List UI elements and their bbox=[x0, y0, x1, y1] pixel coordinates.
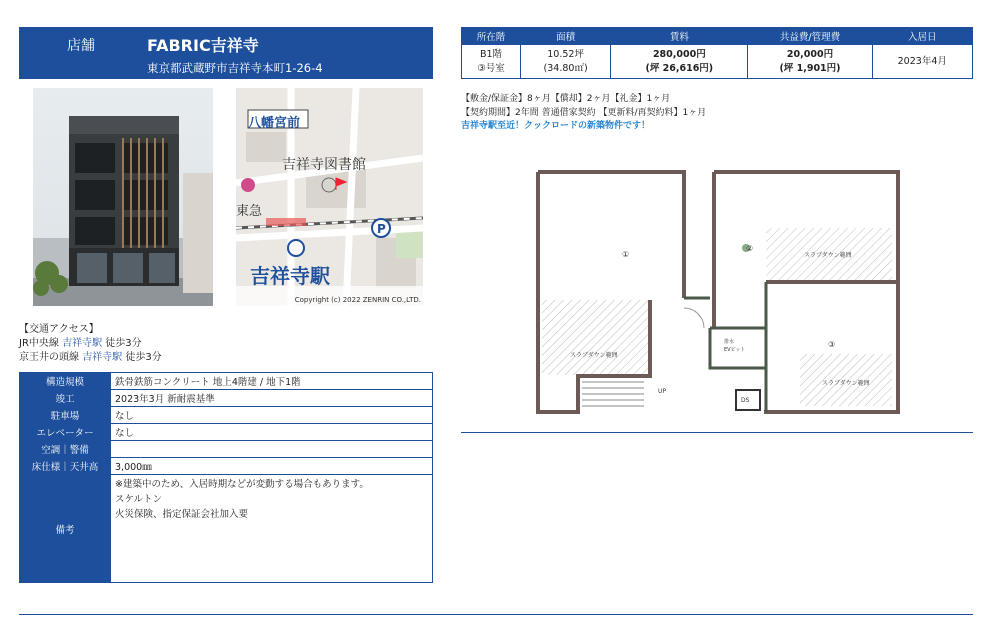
column-header: 所在階 bbox=[462, 28, 521, 45]
room-3-label: ③ bbox=[828, 340, 836, 349]
table-row bbox=[462, 45, 973, 79]
table-row bbox=[20, 424, 433, 441]
slab-label: スラブダウン範囲 bbox=[570, 352, 618, 359]
floor-cell: B1階 ③号室 bbox=[462, 45, 521, 79]
spec-label: 構造規模 bbox=[20, 373, 111, 390]
spec-label: 床仕様｜天井高 bbox=[20, 458, 111, 475]
floor-plan bbox=[534, 168, 900, 414]
spec-value: 3,000㎜ bbox=[111, 458, 433, 475]
remarks-value bbox=[111, 475, 433, 583]
divider bbox=[19, 614, 973, 615]
spec-label: 竣工 bbox=[20, 390, 111, 407]
table-row bbox=[20, 390, 433, 407]
map-label-tokyu: 東急 bbox=[236, 204, 263, 219]
up-label: UP bbox=[658, 388, 667, 395]
rent-cell: 280,000円 (坪 26,616円) bbox=[611, 45, 748, 79]
map-label-hachimangu: 八幡宮前 bbox=[248, 116, 301, 131]
remarks-line: 火災保険、指定保証会社加入要 bbox=[115, 509, 249, 520]
column-header: 入居日 bbox=[872, 28, 972, 45]
spec-value: なし bbox=[111, 424, 433, 441]
table-header-row bbox=[462, 28, 973, 45]
table-row bbox=[20, 441, 433, 458]
highlight-text: 吉祥寺駅至近！クックロードの新築物件です！ bbox=[461, 121, 651, 131]
walk-time: 徒歩3分 bbox=[105, 338, 142, 349]
rail-line-name: JR中央線 bbox=[19, 338, 59, 349]
property-name: FABRIC吉祥寺 bbox=[147, 36, 259, 55]
spec-value: 鉄骨鉄筋コンクリート 地上4階建 / 地下1階 bbox=[111, 373, 433, 390]
station-link[interactable]: 吉祥寺駅 bbox=[82, 352, 123, 363]
spec-label: 駐車場 bbox=[20, 407, 111, 424]
condition-line: 【契約期間】2年間 普通借家契約 【更新料/再契約料】1ヶ月 bbox=[461, 107, 707, 118]
move-in-cell: 2023年4月 bbox=[872, 45, 972, 79]
location-map[interactable] bbox=[236, 88, 423, 306]
building-spec-table bbox=[19, 372, 433, 583]
spec-value: 2023年3月 新耐震基準 bbox=[111, 390, 433, 407]
spec-label: 空調｜警備 bbox=[20, 441, 111, 458]
fee-cell: 20,000円 (坪 1,901円) bbox=[748, 45, 872, 79]
property-header bbox=[19, 27, 433, 79]
spec-value bbox=[111, 441, 433, 458]
table-row bbox=[20, 458, 433, 475]
slab-label: スラブダウン範囲 bbox=[822, 380, 870, 387]
table-row bbox=[20, 373, 433, 390]
access-section bbox=[19, 323, 162, 365]
access-line bbox=[19, 351, 162, 365]
column-header: 賃料 bbox=[611, 28, 748, 45]
remarks-label: 備考 bbox=[20, 475, 111, 583]
category-label: 店舗 bbox=[67, 38, 95, 54]
station-link[interactable]: 吉祥寺駅 bbox=[62, 338, 103, 349]
condition-line: 【敷金/保証金】8ヶ月【償却】2ヶ月【礼金】1ヶ月 bbox=[461, 94, 671, 104]
building-photo bbox=[33, 88, 213, 306]
access-line bbox=[19, 337, 162, 351]
property-address: 東京都武蔵野市吉祥寺本町1-26-4 bbox=[147, 61, 323, 75]
pit-label: 排水 bbox=[724, 339, 735, 345]
room-1-label: ① bbox=[622, 250, 630, 259]
rail-line-name: 京王井の頭線 bbox=[19, 352, 79, 363]
column-header: 面積 bbox=[521, 28, 611, 45]
remarks-line: ※建築中のため、入居時期などが変動する場合もあります。 bbox=[115, 479, 369, 490]
divider bbox=[461, 432, 973, 433]
ds-label: DS bbox=[741, 397, 750, 404]
table-row bbox=[20, 407, 433, 424]
column-header: 共益費/管理費 bbox=[748, 28, 872, 45]
lease-terms-table bbox=[461, 27, 973, 79]
pit-label: EVピット bbox=[724, 347, 746, 353]
spec-label: エレベーター bbox=[20, 424, 111, 441]
map-label-station: 吉祥寺駅 bbox=[250, 264, 330, 288]
table-row bbox=[20, 475, 433, 583]
spec-value: なし bbox=[111, 407, 433, 424]
remarks-line: スケルトン bbox=[115, 494, 163, 505]
map-label-library: 吉祥寺図書館 bbox=[282, 157, 366, 173]
contract-conditions bbox=[461, 93, 706, 134]
access-heading: 【交通アクセス】 bbox=[19, 324, 99, 335]
slab-label: スラブダウン範囲 bbox=[804, 252, 852, 259]
walk-time: 徒歩3分 bbox=[125, 352, 162, 363]
room-2-label: ② bbox=[746, 244, 754, 253]
map-copyright: Copyright (c) 2022 ZENRIN CO.,LTD. bbox=[294, 296, 421, 304]
svg-text:P: P bbox=[377, 222, 386, 236]
area-cell: 10.52坪 (34.80㎡) bbox=[521, 45, 611, 79]
